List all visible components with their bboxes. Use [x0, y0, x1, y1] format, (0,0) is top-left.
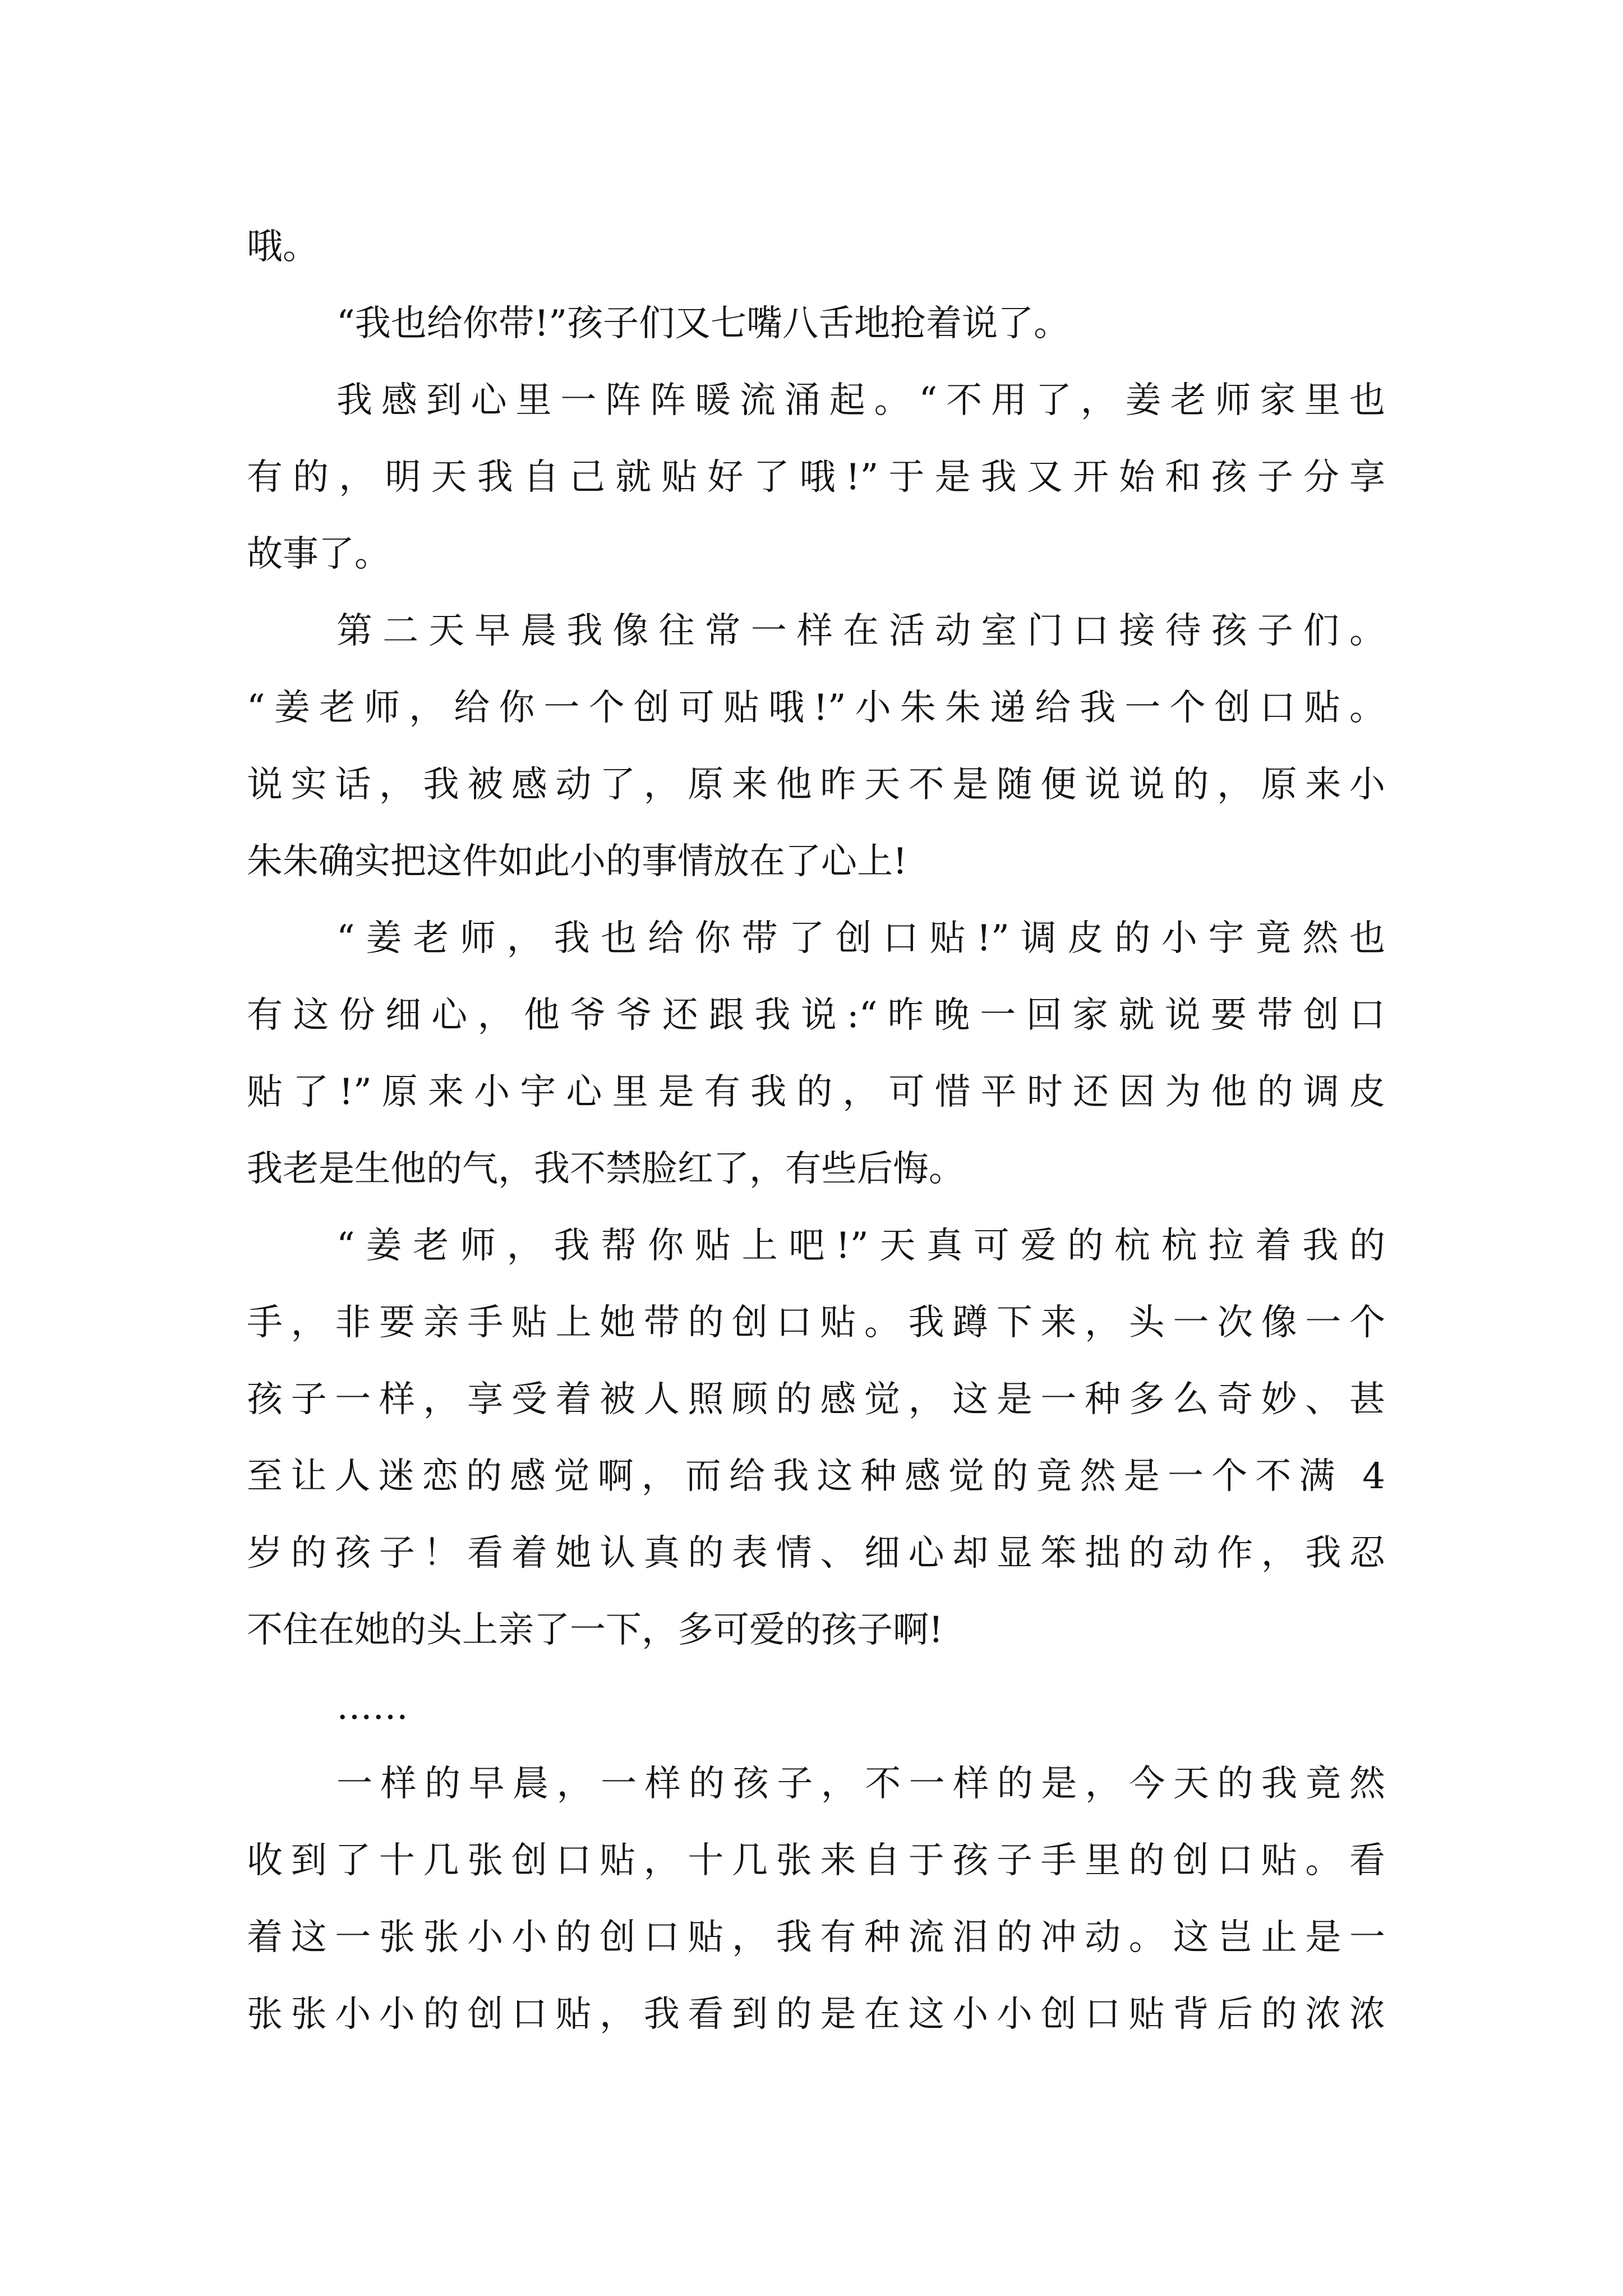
text-line: 一样的早晨，一样的孩子，不一样的是，今天的我竟然 — [336, 1763, 1385, 1805]
text-line: 岁的孩子！看着她认真的表情、细心却显笨拙的动作，我忍 — [247, 1533, 1385, 1574]
document-body — [247, 209, 1385, 2053]
text-line: “我也给你带!”孩子们又七嘴八舌地抢着说了。 — [336, 303, 1070, 344]
text-line: 贴了!”原来小宇心里是有我的，可惜平时还因为他的调皮 — [247, 1071, 1385, 1113]
text-line: 孩子一样，享受着被人照顾的感觉，这是一种多么奇妙、甚 — [247, 1379, 1385, 1420]
text-line: 说实话，我被感动了，原来他昨天不是随便说说的，原来小 — [247, 764, 1385, 806]
text-line: “姜老师，给你一个创可贴哦!”小朱朱递给我一个创口贴。 — [247, 687, 1385, 729]
text-line: 有的，明天我自己就贴好了哦!”于是我又开始和孩子分享 — [247, 457, 1385, 498]
text-line: 有这份细心，他爷爷还跟我说:“昨晚一回家就说要带创口 — [247, 995, 1385, 1036]
text-line: 我感到心里一阵阵暖流涌起。“不用了，姜老师家里也 — [336, 380, 1385, 421]
text-line: 至让人迷恋的感觉啊，而给我这种感觉的竟然是一个不满 4 — [247, 1456, 1385, 1497]
text-line: 哦。 — [247, 226, 319, 268]
text-line: 故事了。 — [247, 533, 390, 575]
text-line: 不住在她的头上亲了一下，多可爱的孩子啊! — [247, 1609, 943, 1651]
text-line: 第二天早晨我像往常一样在活动室门口接待孩子们。 — [336, 610, 1385, 652]
text-line: 我老是生他的气，我不禁脸红了，有些后悔。 — [247, 1148, 965, 1190]
text-line: 张张小小的创口贴，我看到的是在这小小创口贴背后的浓浓 — [247, 1994, 1385, 2035]
text-line: 着这一张张小小的创口贴，我有种流泪的冲动。这岂止是一 — [247, 1917, 1385, 1958]
text-line: “姜老师，我也给你带了创口贴!”调皮的小宇竟然也 — [336, 918, 1385, 959]
text-line: “姜老师，我帮你贴上吧!”天真可爱的杭杭拉着我的 — [336, 1225, 1385, 1267]
text-line: 收到了十几张创口贴，十几张来自于孩子手里的创口贴。看 — [247, 1840, 1385, 1881]
text-line: 手，非要亲手贴上她带的创口贴。我蹲下来，头一次像一个 — [247, 1302, 1385, 1343]
text-line: 朱朱确实把这件如此小的事情放在了心上! — [247, 841, 907, 882]
ellipsis-line: …… — [336, 1686, 408, 1728]
